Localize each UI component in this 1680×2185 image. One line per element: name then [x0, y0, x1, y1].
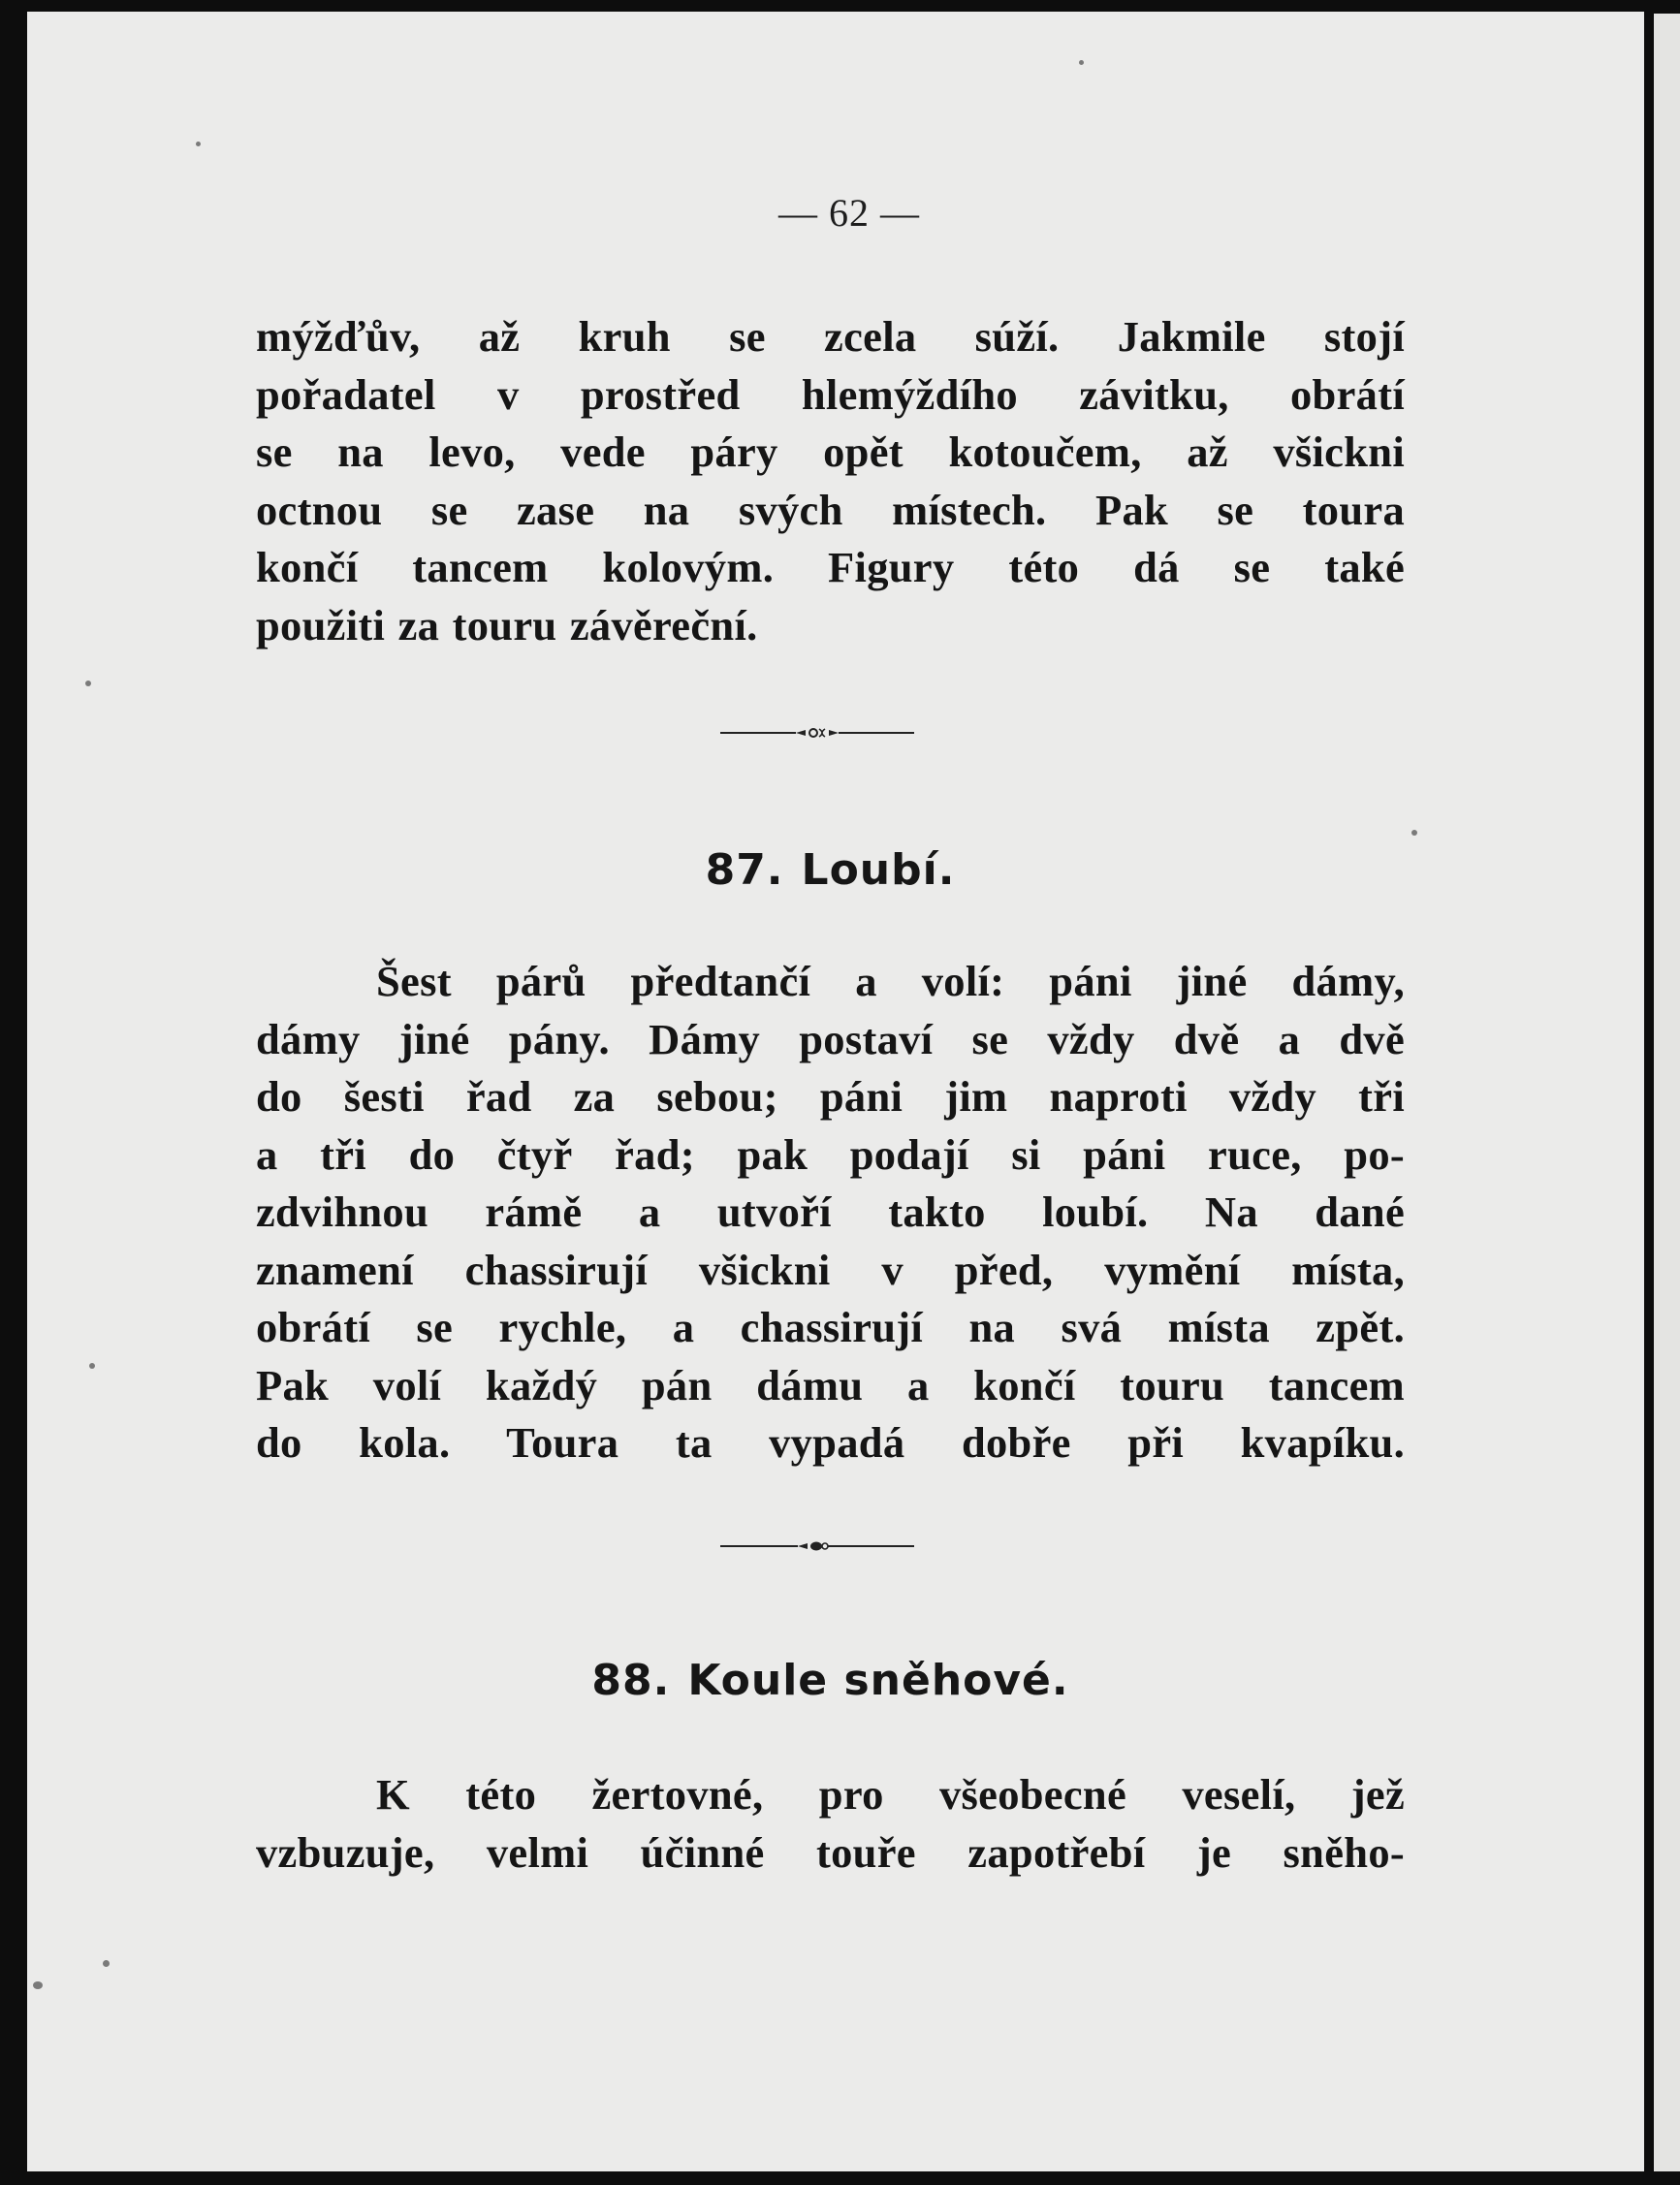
- text-line: a tři do čtyř řad; pak podají si páni ruce, po-: [256, 1129, 1405, 1179]
- section-heading-88: [256, 1656, 1405, 1705]
- text-line: se na levo, vede páry opět kotoučem, až všickni: [256, 428, 1405, 476]
- text-line: K této žertovné, pro všeobecné veselí, jež: [376, 1770, 1405, 1819]
- paragraph-continued: [256, 308, 1405, 654]
- flourish-divider-icon: [720, 726, 914, 740]
- text-line: Šest párů předtančí a volí: páni jiné dámy,: [376, 957, 1405, 1005]
- dust-speck-icon: [1079, 60, 1084, 65]
- text-line: do šesti řad za sebou; páni jim naproti vždy tři: [256, 1072, 1405, 1121]
- paragraph-koule: [256, 1766, 1405, 1882]
- dust-speck-icon: [103, 1960, 110, 1967]
- page-number: — 62 —: [778, 191, 920, 235]
- flourish-divider-icon: [720, 1539, 914, 1553]
- text-line: do kola. Toura ta vypadá dobře při kvapíku.: [256, 1418, 1405, 1467]
- text-line: pořadatel v prostřed hlemýždího závitku, obrátí: [256, 369, 1405, 419]
- text-line: obrátí se rychle, a chassirují na svá místa zpět.: [256, 1303, 1405, 1351]
- section-number: 87.: [705, 845, 784, 895]
- section-title: Loubí.: [801, 845, 956, 895]
- adjacent-page-edge: [1654, 14, 1680, 2171]
- section-number: 88.: [591, 1656, 671, 1705]
- text-line: použiti za touru závěreční.: [256, 600, 758, 649]
- text-line: znamení chassirují všickni v před, vymění místa,: [256, 1245, 1405, 1294]
- section-title: Koule sněhové.: [687, 1656, 1069, 1705]
- text-line: vzbuzuje, velmi účinné touře zapotřebí je sněho-: [256, 1827, 1405, 1877]
- text-line: mýžďův, až kruh se zcela súží. Jakmile stojí: [256, 312, 1405, 361]
- text-line: dámy jiné pány. Dámy postaví se vždy dvě a dvě: [256, 1014, 1405, 1063]
- paragraph-loubi: [256, 953, 1405, 1472]
- text-line: octnou se zase na svých místech. Pak se toura: [256, 485, 1405, 534]
- text-line: končí tancem kolovým. Figury této dá se také: [256, 543, 1405, 591]
- section-heading-87: [256, 845, 1405, 895]
- text-line: zdvihnou rámě a utvoří takto loubí. Na dané: [256, 1188, 1405, 1236]
- dust-speck-icon: [196, 142, 201, 146]
- dust-speck-icon: [85, 681, 91, 686]
- dust-speck-icon: [1411, 830, 1417, 836]
- text-line: Pak volí každý pán dámu a končí touru tancem: [256, 1360, 1405, 1409]
- dust-speck-icon: [33, 1981, 43, 1989]
- dust-speck-icon: [89, 1363, 95, 1369]
